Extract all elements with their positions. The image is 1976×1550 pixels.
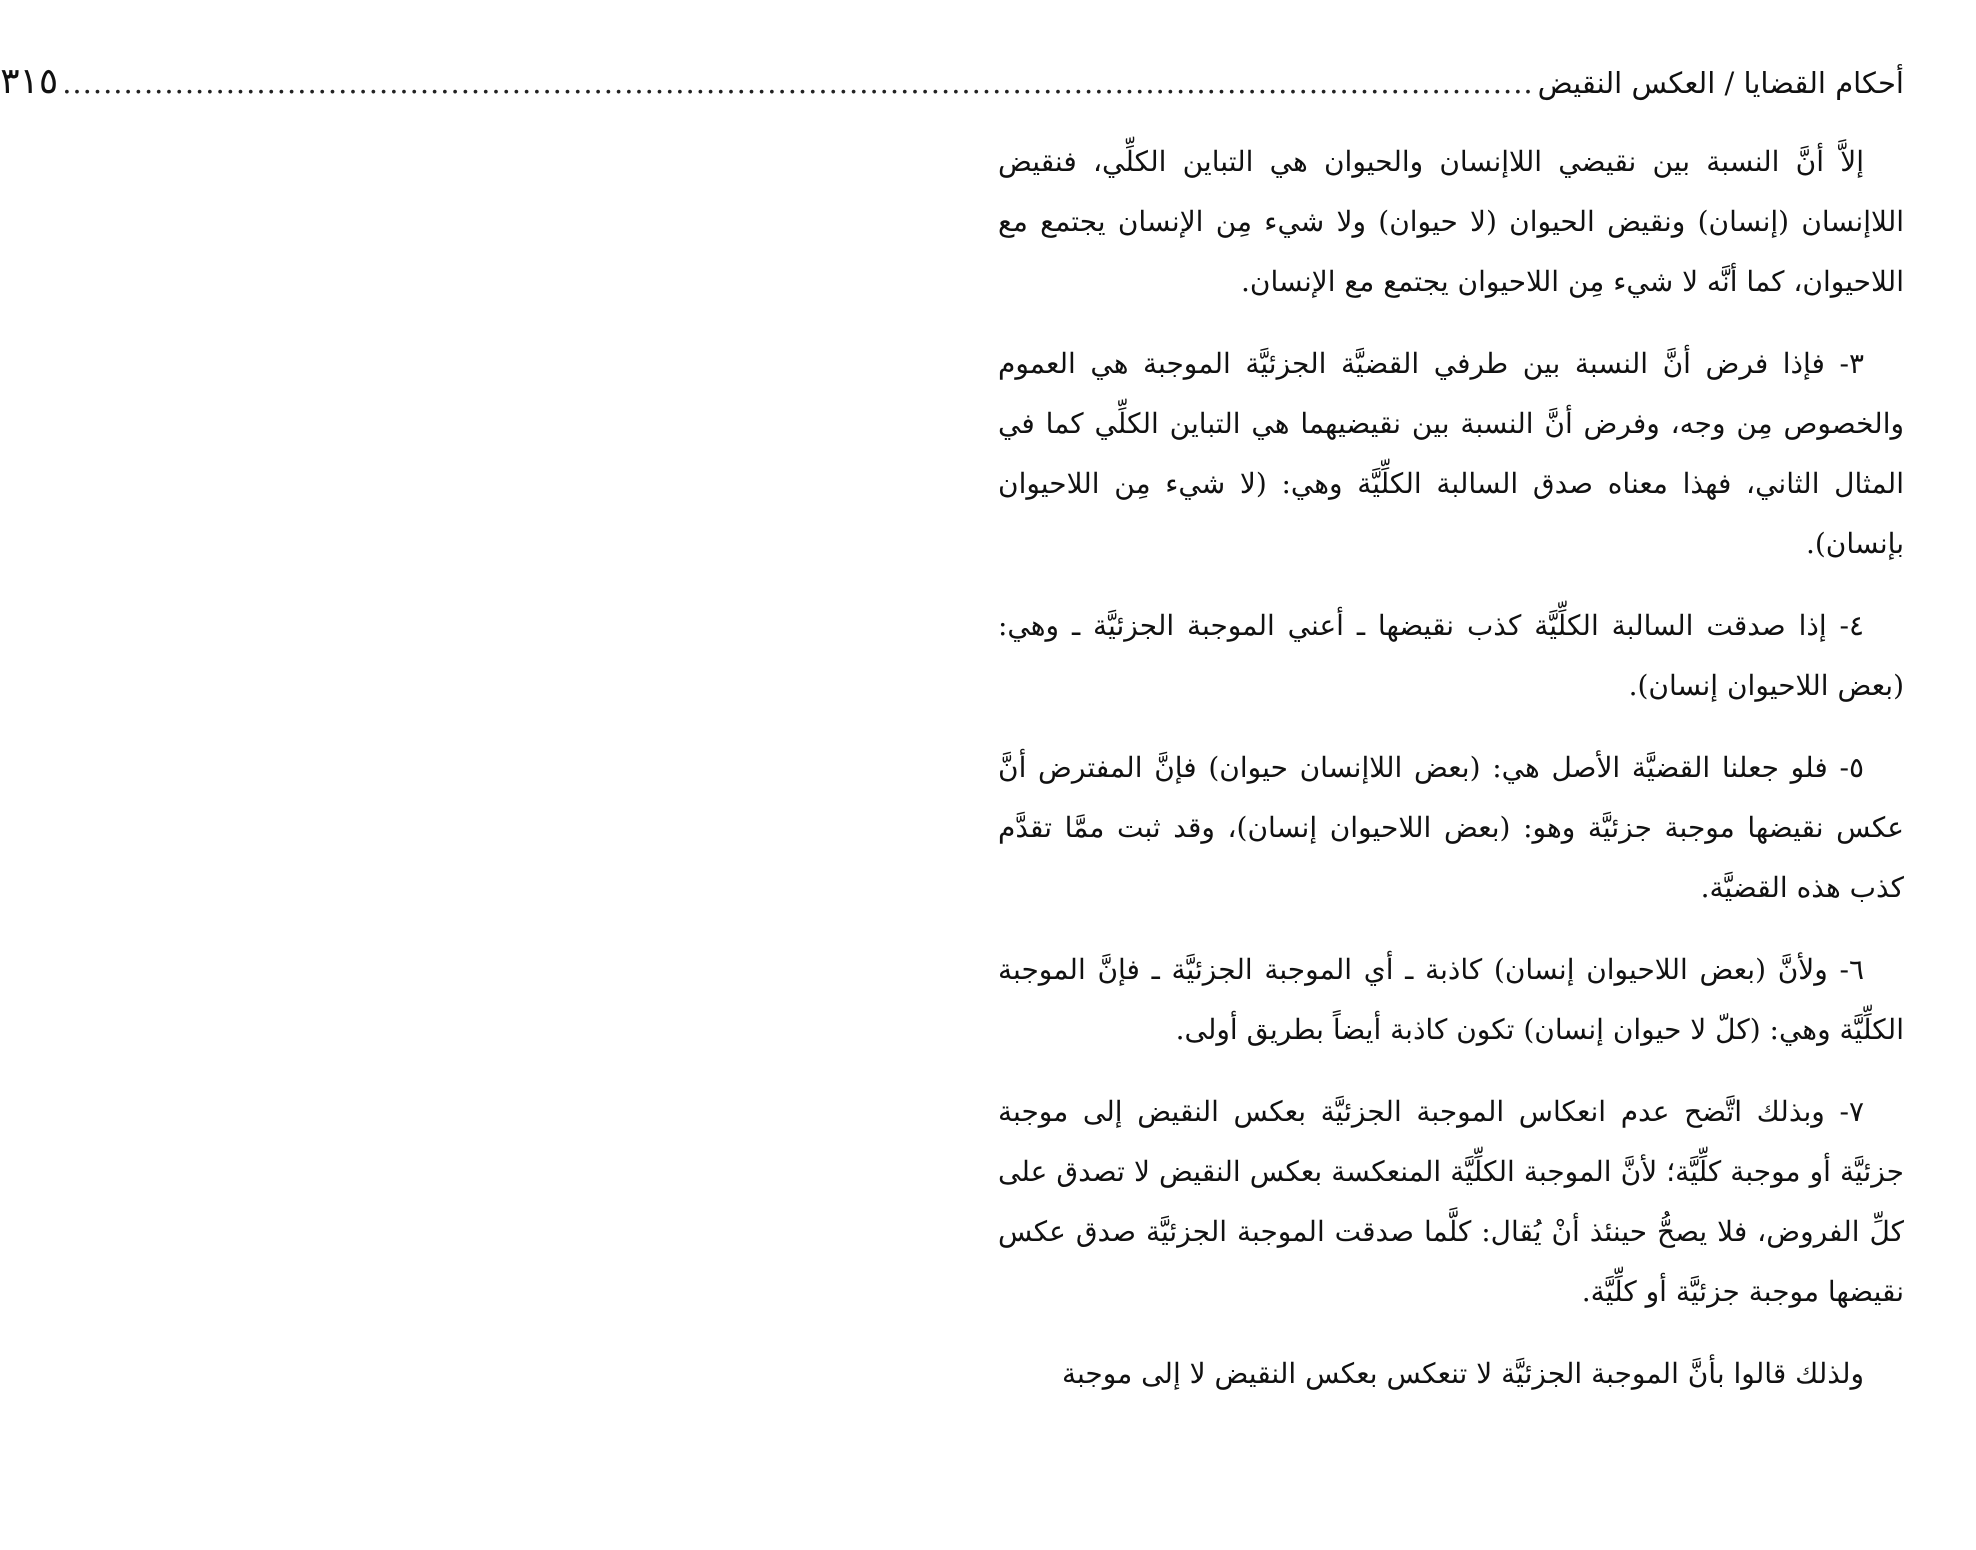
paragraph-point-4: ٤- إذا صدقت السالبة الكلِّيَّة كذب نقيضها ـ أعني الموجبة الجزئيَّة ـ وهي: (بعض اللاحيوان إنسان). [998,609,1904,702]
paragraph-point-6: ٦- ولأنَّ (بعض اللاحيوان إنسان) كاذبة ـ أي الموجبة الجزئيَّة ـ فإنَّ الموجبة الكلِّيَّة وهي: (كلّ لا حيوان إنسان) تكون كاذبة أيضاً بطريق أولى. [998,953,1904,1046]
paragraph-point-5: ٥- فلو جعلنا القضيَّة الأصل هي: (بعض اللاإنسان حيوان) فإنَّ المفترض أنَّ عكس نقيضها موجبة جزئيَّة وهو: (بعض اللاحيوان إنسان)، وقد ثبت ممَّا تقدَّم كذب هذه القضيَّة. [998,751,1904,904]
paragraph-intro: إلاَّ أنَّ النسبة بين نقيضي اللاإنسان والحيوان هي التباين الكلِّي، فنقيض اللاإنسان (إنسان) ونقيض الحيوان (لا حيوان) ولا شيء مِن الإنسان يجتمع مع اللاحيوان، كما أنَّه لا شيء مِن اللاحيوان يجتمع مع الإنسان. [998,145,1904,298]
running-title: أحكام القضايا / العكس النقيض [1537,66,1904,100]
header-leader-dots: ................................................................................................................................................ [62,66,1534,100]
paragraph-point-3: ٣- فإذا فرض أنَّ النسبة بين طرفي القضيَّة الجزئيَّة الموجبة هي العموم والخصوص مِن وجه، وفرض أنَّ النسبة بين نقيضيهما هي التباين الكلِّي كما في المثال الثاني، فهذا معناه صدق السالبة الكلِّيَّة وهي: (لا شيء مِن اللاحيوان بإنسان). [998,347,1904,560]
book-page [0,52,1904,1426]
paragraph-conclusion: ولذلك قالوا بأنَّ الموجبة الجزئيَّة لا تنعكس بعكس النقيض لا إلى موجبة [1061,1357,1864,1390]
text-body [998,132,1904,1404]
paragraph-point-7: ٧- وبذلك اتَّضح عدم انعكاس الموجبة الجزئيَّة بعكس النقيض إلى موجبة جزئيَّة أو موجبة كلِّيَّة؛ لأنَّ الموجبة الكلِّيَّة المنعكسة بعكس النقيض لا تصدق على كلِّ الفروض، فلا يصحُّ حينئذ أنْ يُقال: كلَّما صدقت الموجبة الجزئيَّة صدق عكس نقيضها موجبة جزئيَّة أو كلِّيَّة. [998,1095,1904,1308]
running-header [0,52,1904,112]
page-number: ٣١٥ [0,61,59,102]
